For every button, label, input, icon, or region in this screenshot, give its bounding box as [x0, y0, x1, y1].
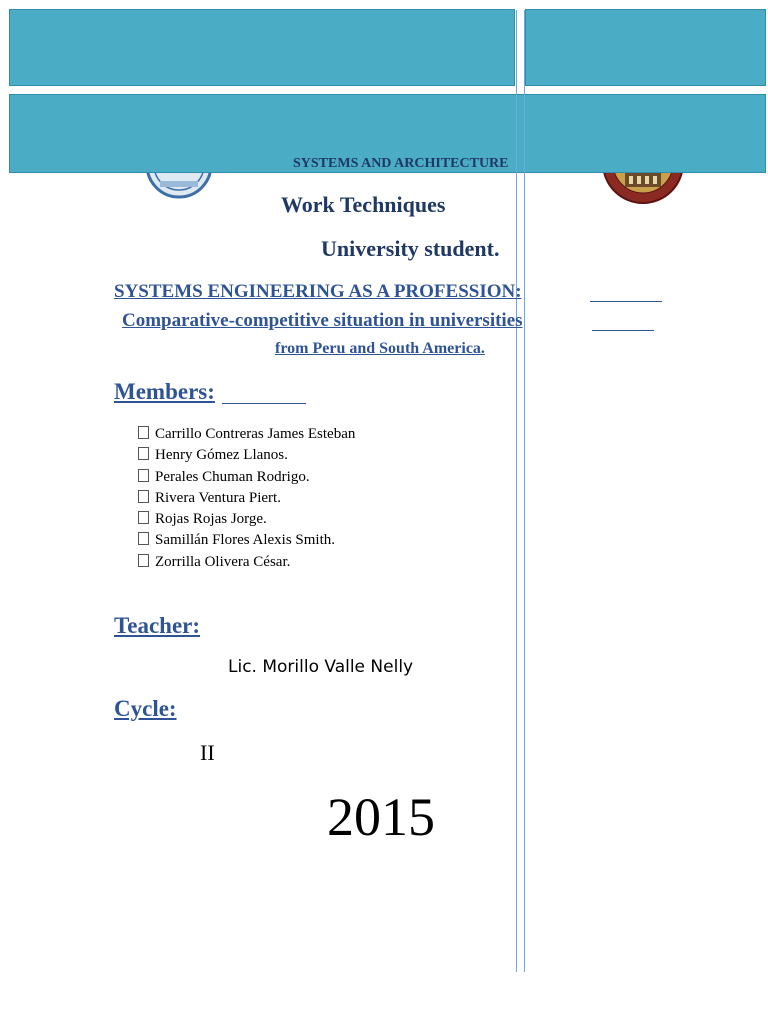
members-underline	[222, 403, 306, 404]
checkbox-icon	[138, 447, 149, 460]
checkbox-icon	[138, 554, 149, 567]
topic-line-3: from Peru and South America.	[275, 340, 485, 357]
list-item: Zorrilla Olivera César.	[138, 552, 355, 573]
cycle-heading: Cycle:	[114, 696, 177, 721]
teacher-name: Lic. Morillo Valle Nelly	[228, 657, 414, 677]
faculty-name: SYSTEMS AND ARCHITECTURE	[293, 156, 509, 171]
list-item: Henry Gómez Llanos.	[138, 445, 355, 466]
document-subtitle: University student.	[321, 236, 500, 261]
checkbox-icon	[138, 490, 149, 503]
course-title: Work Techniques	[281, 192, 446, 217]
members-heading: Members:	[114, 379, 215, 404]
checkbox-icon	[138, 426, 149, 439]
header-band-top-right	[525, 9, 766, 86]
checkbox-icon	[138, 532, 149, 545]
teacher-heading: Teacher:	[114, 613, 201, 638]
cycle-value: II	[200, 740, 215, 765]
topic-line-2: Comparative-competitive situation in universities	[122, 310, 523, 331]
header-band-top-left	[9, 9, 515, 86]
list-item: Rivera Ventura Piert.	[138, 488, 355, 509]
checkbox-icon	[138, 511, 149, 524]
members-list	[138, 424, 355, 573]
list-item: Perales Chuman Rodrigo.	[138, 467, 355, 488]
topic-line-1: SYSTEMS ENGINEERING AS A PROFESSION:	[114, 281, 522, 302]
list-item: Carrillo Contreras James Esteban	[138, 424, 355, 445]
checkbox-icon	[138, 469, 149, 482]
topic-underline-1	[590, 301, 662, 302]
list-item: Samillán Flores Alexis Smith.	[138, 530, 355, 551]
university-logo	[145, 173, 213, 199]
year: 2015	[327, 787, 435, 847]
faculty-logo	[601, 173, 685, 205]
topic-underline-2	[592, 330, 654, 331]
vertical-rule-left	[516, 10, 517, 972]
vertical-rule-right	[524, 10, 525, 972]
list-item: Rojas Rojas Jorge.	[138, 509, 355, 530]
